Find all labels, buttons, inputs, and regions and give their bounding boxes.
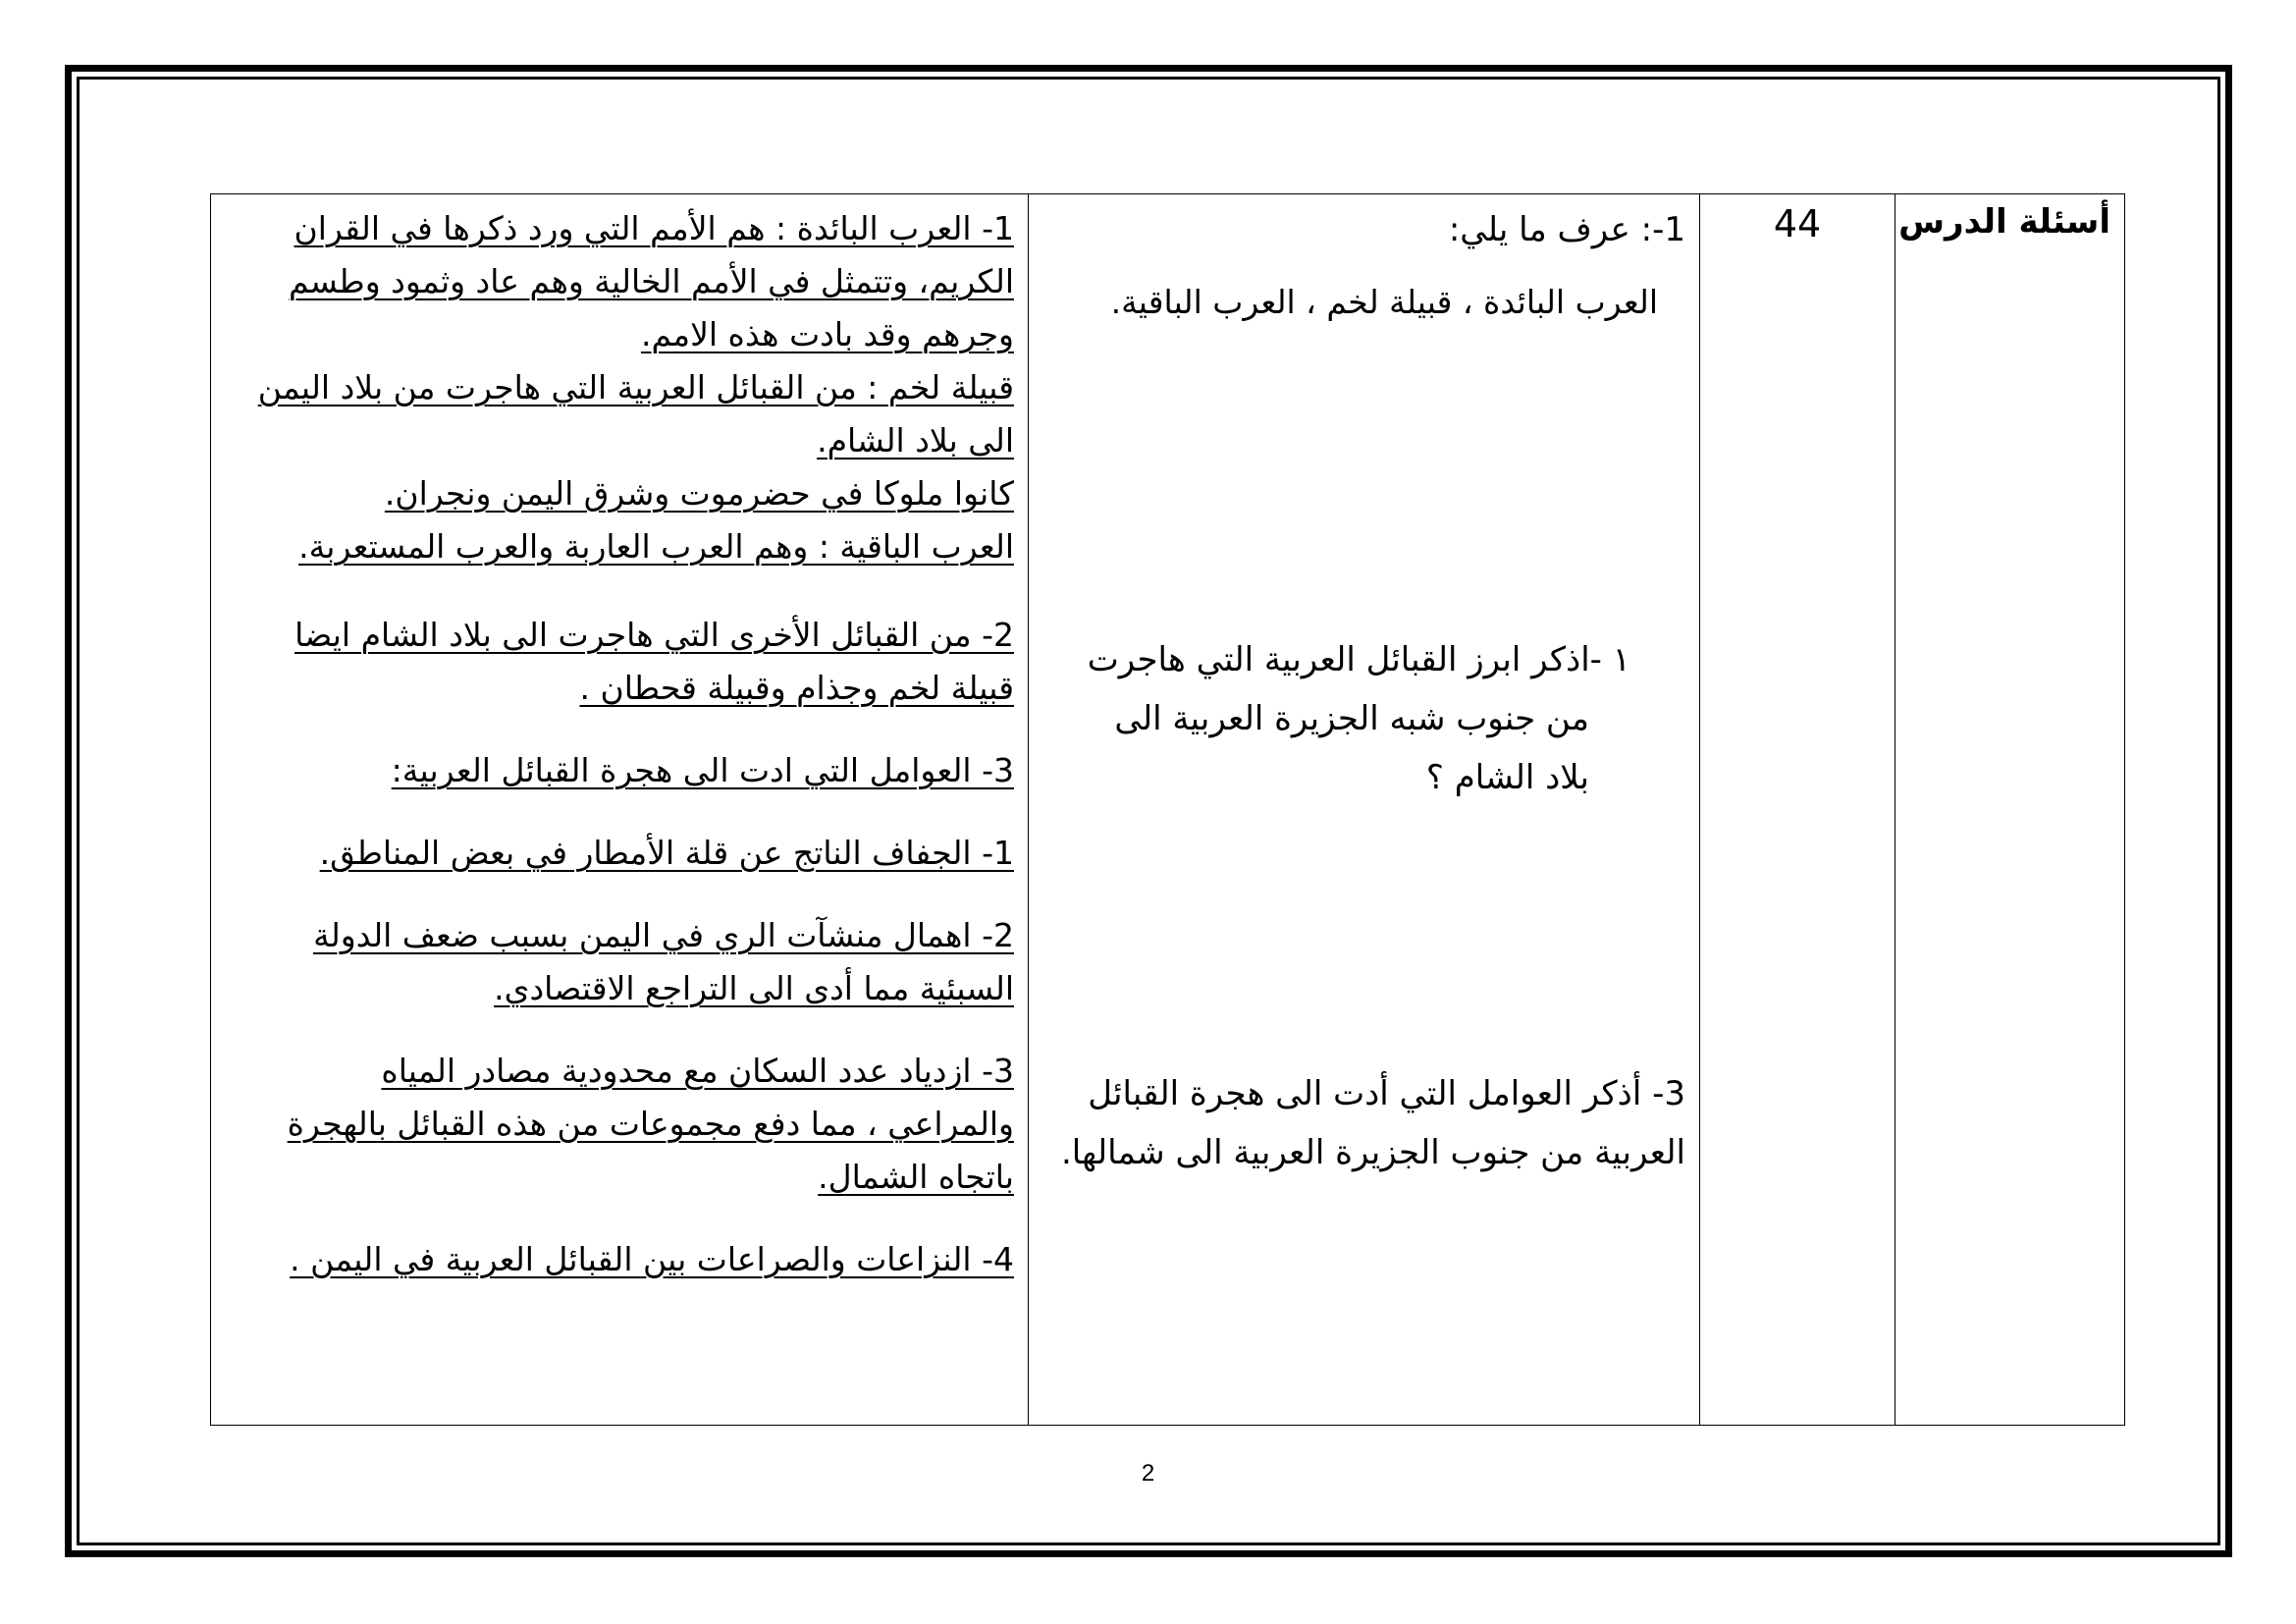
- page-reference: 44: [1773, 202, 1822, 245]
- answer-3-factor-3: 3- ازدياد عدد السكان مع محدودية مصادر المياه: [381, 1052, 1014, 1090]
- answer-1-line: العرب الباقية : وهم العرب العاربة والعرب المستعربة.: [298, 527, 1014, 566]
- questions-cell: [1029, 194, 1700, 1426]
- answer-1-line: الكريم، وتتمثل في الأمم الخالية وهم عاد وثمود وطسم: [289, 262, 1014, 300]
- answers-cell: [211, 194, 1029, 1426]
- question-3-line: 3- أذكر العوامل التي أدت الى هجرة القبائل: [1088, 1074, 1685, 1113]
- question-2-line: ١ -اذكر ابرز القبائل العربية التي هاجرت: [1087, 640, 1630, 679]
- page-number: 2: [1141, 1460, 1155, 1487]
- answer-1-line: وجرهم وقد بادت هذه الامم.: [640, 315, 1014, 353]
- question-1-heading: 1-: عرف ما يلي:: [1448, 210, 1685, 249]
- answer-1-line: كانوا ملوكا في حضرموت وشرق اليمن ونجران.: [384, 474, 1014, 513]
- title-cell: [1896, 194, 2125, 1426]
- page-reference-cell: [1700, 194, 1896, 1426]
- lesson-questions-title: أسئلة الدرس: [1898, 202, 2110, 242]
- answer-3-factor-3: باتجاه الشمال.: [818, 1158, 1014, 1196]
- answer-3-factor-2: السبئية مما أدى الى التراجع الاقتصادي.: [494, 969, 1014, 1007]
- lesson-questions-table: [210, 193, 2125, 1426]
- answer-3-factor-4: 4- النزاعات والصراعات بين القبائل العربية في اليمن .: [290, 1240, 1014, 1278]
- answer-2-line: قبيلة لخم وجذام وقبيلة قحطان .: [579, 669, 1014, 707]
- question-1-terms: العرب البائدة ، قبيلة لخم ، العرب الباقية.: [1110, 283, 1658, 321]
- answer-2-line: 2- من القبائل الأخرى التي هاجرت الى بلاد الشام ايضا: [294, 616, 1014, 654]
- answer-1-line: 1- العرب البائدة : هم الأمم التي ورد ذكرها في القران: [294, 209, 1014, 247]
- answer-3-factor-1: 1- الجفاف الناتج عن قلة الأمطار في بعض المناطق.: [319, 834, 1014, 872]
- answer-1-line: الى بلاد الشام.: [817, 421, 1014, 460]
- answer-1-line: قبيلة لخم : من القبائل العربية التي هاجرت من بلاد اليمن: [257, 368, 1014, 406]
- table-row: [211, 194, 2125, 1426]
- question-2-line: بلاد الشام ؟: [1425, 758, 1589, 797]
- question-2-line: من جنوب شبه الجزيرة العربية الى: [1114, 699, 1589, 738]
- answer-3-factor-2: 2- اهمال منشآت الري في اليمن بسبب ضعف الدولة: [313, 916, 1014, 954]
- question-3-line: العربية من جنوب الجزيرة العربية الى شمالها.: [1060, 1133, 1685, 1172]
- answer-3-factor-3: والمراعي ، مما دفع مجموعات من هذه القبائل بالهجرة: [287, 1105, 1014, 1143]
- answer-3-heading: 3- العوامل التي ادت الى هجرة القبائل العربية:: [391, 751, 1014, 789]
